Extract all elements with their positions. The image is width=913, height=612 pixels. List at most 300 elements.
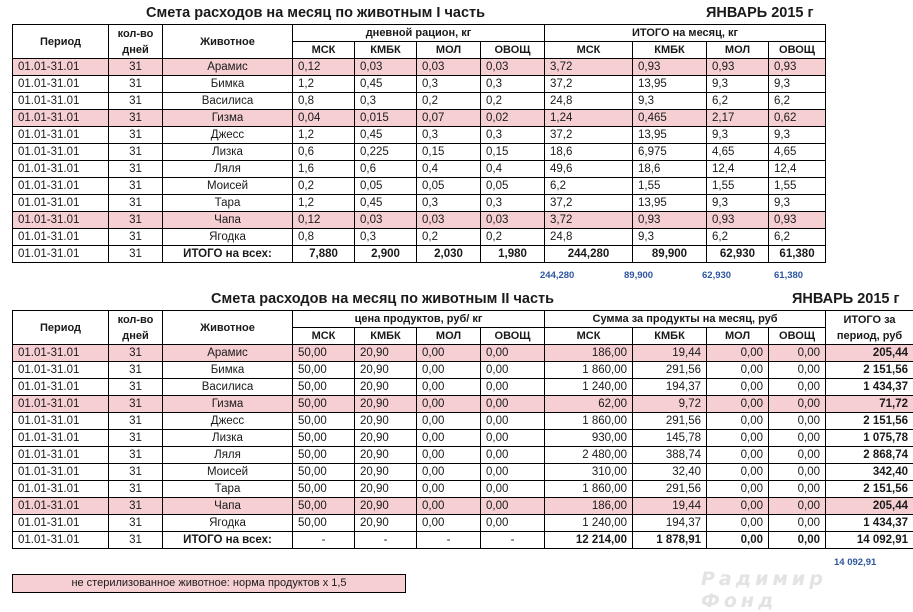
period-cell: 01.01-31.01 [13,430,109,447]
table-row [13,59,826,76]
kmbk-cell: 20,90 [355,379,417,396]
mol-cell: 0,2 [417,229,481,246]
table-row [13,93,826,110]
table-row [13,498,913,515]
animal-cell: Ляля [163,447,293,464]
mol-cell: 0,00 [417,447,481,464]
msk-cell: 50,00 [293,481,355,498]
days-cell: 31 [109,161,163,178]
days-cell: 31 [109,212,163,229]
kmbk-total-cell: 13,95 [633,195,707,212]
part2-title: Смета расходов на месяц по животным II часть [211,291,554,307]
total-label: ИТОГО на всех: [163,532,293,549]
animal-cell: Тара [163,481,293,498]
ovosch-total-cell: 9,3 [769,76,826,93]
msk-cell: 0,2 [293,178,355,195]
mol-total-cell: - [417,532,481,549]
kmbk-total-cell: 18,6 [633,161,707,178]
days-cell: 31 [109,76,163,93]
kmbk-total-cell: 13,95 [633,76,707,93]
days-header-line1: кол-во [114,312,157,328]
mol-total-cell: 9,3 [707,76,769,93]
kmbk-cell: 20,90 [355,498,417,515]
table-row [13,413,913,430]
days-cell: 31 [109,93,163,110]
animal-cell: Ягодка [163,229,293,246]
row-total-cell: 1 434,37 [826,515,913,532]
animal-cell: Ляля [163,161,293,178]
watermark-text: Радимир Фонд [701,568,913,612]
ovosch-cell: 0,15 [481,144,545,161]
legend-note: не стерилизованное животное: норма продуктов х 1,5 [12,574,406,593]
table-row [13,178,826,195]
days-cell: 31 [109,413,163,430]
ovosch-cell: 0,2 [481,229,545,246]
kmbk-total-cell: 2,900 [355,246,417,263]
msk-total-cell: 18,6 [545,144,633,161]
kmbk-cell: 20,90 [355,515,417,532]
period-total-header [826,311,913,345]
msk-total-cell: 37,2 [545,195,633,212]
period-cell: 01.01-31.01 [13,76,109,93]
ovosch-cell: 0,3 [481,127,545,144]
animal-cell: Гизма [163,396,293,413]
mol-cell: 0,2 [417,93,481,110]
days-header-line2: дней [114,42,157,58]
animal-cell: Лизка [163,430,293,447]
period-cell: 01.01-31.01 [13,447,109,464]
kmbk-total-cell: 194,37 [633,379,707,396]
msk-total-header: МСК [545,328,633,345]
price-header: цена продуктов, руб/ кг [293,311,545,328]
msk-cell: 0,04 [293,110,355,127]
period-cell: 01.01-31.01 [13,515,109,532]
total-label: ИТОГО на всех: [163,246,293,263]
grand-total-cell: 14 092,91 [826,532,913,549]
daily-ration-header: дневной рацион, кг [293,25,545,42]
mol-total-cell: 0,00 [707,379,769,396]
part1-below-msk: 244,280 [540,270,574,281]
mol-total-cell: 0,00 [707,362,769,379]
msk-cell: 0,12 [293,59,355,76]
kmbk-total-cell: 0,465 [633,110,707,127]
msk-total-cell: 1 240,00 [545,515,633,532]
ovosch-cell: 0,05 [481,178,545,195]
mol-total-cell: 0,93 [707,59,769,76]
table-row [13,229,826,246]
table-row [13,379,913,396]
period-cell: 01.01-31.01 [13,59,109,76]
mol-total-cell: 1,55 [707,178,769,195]
ovosch-total-cell: 0,00 [769,362,826,379]
mol-total-cell: 9,3 [707,195,769,212]
ovosch-total-cell: 0,00 [769,345,826,362]
period-cell: 01.01-31.01 [13,110,109,127]
period-cell: 01.01-31.01 [13,481,109,498]
msk-total-cell: 24,8 [545,93,633,110]
ovosch-cell: 0,00 [481,481,545,498]
days-cell: 31 [109,362,163,379]
kmbk-cell: 20,90 [355,447,417,464]
table-row [13,76,826,93]
mol-cell: 0,3 [417,127,481,144]
part2-month: ЯНВАРЬ 2015 г [792,291,900,307]
kmbk-header: КМБК [355,328,417,345]
row-total-cell: 2 868,74 [826,447,913,464]
ovosch-cell: 0,00 [481,447,545,464]
animal-cell: Гизма [163,110,293,127]
kmbk-total-cell: - [355,532,417,549]
msk-cell: 0,6 [293,144,355,161]
row-total-cell: 1 075,78 [826,430,913,447]
ovosch-cell: 0,00 [481,515,545,532]
ovosch-total-cell: 1,55 [769,178,826,195]
table-row [13,212,826,229]
days-cell: 31 [109,345,163,362]
kmbk-cell: 0,225 [355,144,417,161]
kmbk-total-cell: 9,72 [633,396,707,413]
kmbk-cell: 0,03 [355,59,417,76]
days-header-line2: дней [114,328,157,344]
kmbk-total-cell: 9,3 [633,229,707,246]
kmbk-total-cell: 291,56 [633,362,707,379]
ovosch-total-cell: 0,00 [769,430,826,447]
msk-cell: 50,00 [293,464,355,481]
mol-total-header: МОЛ [707,328,769,345]
kmbk-total-cell: 9,3 [633,93,707,110]
mol-cell: 0,05 [417,178,481,195]
animal-cell: Моисей [163,464,293,481]
ovosch-cell: 0,2 [481,93,545,110]
ovosch-total-cell: 1,980 [481,246,545,263]
days-cell: 31 [109,144,163,161]
animal-cell: Джесс [163,413,293,430]
mol-total-cell: 0,00 [707,481,769,498]
ovosch-total-cell: 0,00 [769,464,826,481]
animal-cell: Арамис [163,345,293,362]
table-row [13,362,913,379]
part2-below-total: 14 092,91 [834,557,876,568]
animal-cell: Василиса [163,379,293,396]
mol-total-cell: 0,00 [707,447,769,464]
days-cell: 31 [109,396,163,413]
kmbk-total-cell: 1,55 [633,178,707,195]
kmbk-cell: 0,03 [355,212,417,229]
ovosch-cell: 0,3 [481,76,545,93]
row-total-cell: 2 151,56 [826,481,913,498]
kmbk-cell: 0,45 [355,195,417,212]
ovosch-cell: 0,00 [481,413,545,430]
table-row [13,144,826,161]
part1-below-kmbk: 89,900 [624,270,653,281]
msk-total-cell: 1 240,00 [545,379,633,396]
ovosch-total-cell: 9,3 [769,195,826,212]
ovosch-cell: 0,00 [481,362,545,379]
ovosch-cell: 0,03 [481,59,545,76]
part1-below-mol: 62,930 [702,270,731,281]
table-row [13,396,913,413]
kmbk-total-total-cell: 89,900 [633,246,707,263]
kmbk-total-cell: 291,56 [633,413,707,430]
msk-cell: 50,00 [293,413,355,430]
ovosch-total-total-cell: 61,380 [769,246,826,263]
table-row [13,195,826,212]
days-header [109,25,163,59]
msk-total-cell: 1 860,00 [545,481,633,498]
msk-total-total-cell: 12 214,00 [545,532,633,549]
mol-total-cell: 0,00 [707,498,769,515]
period-cell: 01.01-31.01 [13,413,109,430]
table-row [13,481,913,498]
kmbk-cell: 0,6 [355,161,417,178]
kmbk-cell: 20,90 [355,345,417,362]
mol-total-total-cell: 0,00 [707,532,769,549]
msk-total-header: МСК [545,42,633,59]
kmbk-cell: 0,3 [355,93,417,110]
table-row [13,161,826,178]
ovosch-total-header: ОВОЩ [769,42,826,59]
period-cell: 01.01-31.01 [13,464,109,481]
msk-total-cell: 37,2 [545,76,633,93]
days-cell: 31 [109,464,163,481]
ovosch-total-cell: 0,00 [769,413,826,430]
ovosch-total-cell: 9,3 [769,127,826,144]
period-cell: 01.01-31.01 [13,362,109,379]
mol-cell: 0,3 [417,195,481,212]
animal-cell: Чапа [163,212,293,229]
days-cell: 31 [109,515,163,532]
mol-cell: 0,00 [417,498,481,515]
days-cell: 31 [109,430,163,447]
ovosch-total-cell: 0,00 [769,481,826,498]
kmbk-total-cell: 13,95 [633,127,707,144]
kmbk-cell: 20,90 [355,464,417,481]
period-header: Период [13,311,109,345]
part1-table [12,24,826,263]
mol-cell: 0,4 [417,161,481,178]
mol-cell: 0,00 [417,430,481,447]
animal-cell: Джесс [163,127,293,144]
msk-total-cell: - [293,532,355,549]
msk-header: МСК [293,328,355,345]
days-cell: 31 [109,195,163,212]
msk-cell: 1,2 [293,195,355,212]
ovosch-total-cell: 0,00 [769,379,826,396]
part2-table [12,310,913,549]
animal-cell: Бимка [163,362,293,379]
mol-total-cell: 2,17 [707,110,769,127]
msk-total-cell: 930,00 [545,430,633,447]
monthly-total-header: ИТОГО на месяц, кг [545,25,826,42]
days-cell: 31 [109,379,163,396]
row-total-cell: 71,72 [826,396,913,413]
kmbk-total-total-cell: 1 878,91 [633,532,707,549]
animal-cell: Ягодка [163,515,293,532]
kmbk-cell: 20,90 [355,413,417,430]
days-cell: 31 [109,127,163,144]
kmbk-total-cell: 32,40 [633,464,707,481]
mol-cell: 0,03 [417,59,481,76]
period-cell: 01.01-31.01 [13,396,109,413]
msk-total-cell: 6,2 [545,178,633,195]
msk-total-cell: 186,00 [545,498,633,515]
animal-cell: Моисей [163,178,293,195]
ovosch-header: ОВОЩ [481,328,545,345]
mol-cell: 0,15 [417,144,481,161]
ovosch-cell: 0,03 [481,212,545,229]
period-total-line2: период, руб [831,328,908,344]
kmbk-total-cell: 6,975 [633,144,707,161]
mol-cell: 0,03 [417,212,481,229]
days-cell: 31 [109,110,163,127]
msk-total-cell: 49,6 [545,161,633,178]
ovosch-total-total-cell: 0,00 [769,532,826,549]
msk-total-cell: 1 860,00 [545,362,633,379]
mol-total-cell: 0,00 [707,515,769,532]
mol-cell: 0,00 [417,515,481,532]
ovosch-cell: 0,00 [481,396,545,413]
animal-header: Животное [163,25,293,59]
kmbk-total-cell: 291,56 [633,481,707,498]
period-cell: 01.01-31.01 [13,144,109,161]
msk-header: МСК [293,42,355,59]
mol-cell: 0,00 [417,379,481,396]
msk-total-total-cell: 244,280 [545,246,633,263]
period-cell: 01.01-31.01 [13,229,109,246]
ovosch-total-cell: - [481,532,545,549]
period-cell: 01.01-31.01 [13,532,109,549]
table-row [13,430,913,447]
mol-total-cell: 4,65 [707,144,769,161]
kmbk-total-cell: 19,44 [633,345,707,362]
msk-total-cell: 37,2 [545,127,633,144]
ovosch-total-header: ОВОЩ [769,328,826,345]
msk-cell: 1,2 [293,127,355,144]
period-cell: 01.01-31.01 [13,127,109,144]
msk-cell: 0,12 [293,212,355,229]
row-total-cell: 205,44 [826,498,913,515]
kmbk-cell: 20,90 [355,396,417,413]
msk-cell: 1,2 [293,76,355,93]
mol-total-header: МОЛ [707,42,769,59]
ovosch-cell: 0,02 [481,110,545,127]
kmbk-total-cell: 0,93 [633,212,707,229]
period-cell: 01.01-31.01 [13,195,109,212]
msk-total-cell: 186,00 [545,345,633,362]
mol-cell: 0,00 [417,396,481,413]
kmbk-cell: 0,45 [355,76,417,93]
table-row [13,110,826,127]
period-cell: 01.01-31.01 [13,212,109,229]
mol-cell: 0,00 [417,345,481,362]
msk-total-cell: 62,00 [545,396,633,413]
ovosch-cell: 0,00 [481,430,545,447]
mol-total-total-cell: 62,930 [707,246,769,263]
ovosch-cell: 0,00 [481,379,545,396]
kmbk-cell: 20,90 [355,362,417,379]
kmbk-total-cell: 0,93 [633,59,707,76]
msk-cell: 50,00 [293,515,355,532]
ovosch-total-cell: 6,2 [769,229,826,246]
total-row [13,246,826,263]
kmbk-total-cell: 194,37 [633,515,707,532]
mol-total-cell: 9,3 [707,127,769,144]
msk-total-cell: 310,00 [545,464,633,481]
mol-cell: 0,00 [417,481,481,498]
mol-cell: 0,07 [417,110,481,127]
row-total-cell: 1 434,37 [826,379,913,396]
ovosch-cell: 0,4 [481,161,545,178]
days-cell: 31 [109,498,163,515]
period-cell: 01.01-31.01 [13,498,109,515]
mol-header: МОЛ [417,328,481,345]
kmbk-cell: 20,90 [355,481,417,498]
ovosch-total-cell: 0,00 [769,447,826,464]
period-header: Период [13,25,109,59]
mol-cell: 0,00 [417,464,481,481]
days-cell: 31 [109,178,163,195]
kmbk-total-cell: 19,44 [633,498,707,515]
msk-cell: 50,00 [293,430,355,447]
ovosch-total-cell: 0,62 [769,110,826,127]
period-cell: 01.01-31.01 [13,93,109,110]
table-row [13,127,826,144]
mol-total-cell: 6,2 [707,229,769,246]
period-cell: 01.01-31.01 [13,379,109,396]
ovosch-cell: 0,00 [481,498,545,515]
msk-total-cell: 24,8 [545,229,633,246]
mol-total-cell: 6,2 [707,93,769,110]
kmbk-total-header: КМБК [633,42,707,59]
animal-cell: Арамис [163,59,293,76]
kmbk-cell: 0,3 [355,229,417,246]
days-header [109,311,163,345]
row-total-cell: 205,44 [826,345,913,362]
period-cell: 01.01-31.01 [13,178,109,195]
days-cell: 31 [109,447,163,464]
ovosch-cell: 0,00 [481,345,545,362]
ovosch-total-cell: 0,93 [769,59,826,76]
days-cell: 31 [109,59,163,76]
ovosch-total-cell: 6,2 [769,93,826,110]
ovosch-total-cell: 12,4 [769,161,826,178]
msk-total-cell: 3,72 [545,212,633,229]
part1-title: Смета расходов на месяц по животным I часть [146,5,485,21]
animal-cell: Тара [163,195,293,212]
ovosch-total-cell: 0,00 [769,498,826,515]
ovosch-total-cell: 4,65 [769,144,826,161]
mol-cell: 0,00 [417,413,481,430]
kmbk-cell: 0,05 [355,178,417,195]
kmbk-cell: 20,90 [355,430,417,447]
msk-cell: 50,00 [293,498,355,515]
days-cell: 31 [109,229,163,246]
period-cell: 01.01-31.01 [13,246,109,263]
mol-total-cell: 2,030 [417,246,481,263]
mol-total-cell: 0,93 [707,212,769,229]
row-total-cell: 342,40 [826,464,913,481]
table-row [13,447,913,464]
row-total-cell: 2 151,56 [826,362,913,379]
mol-cell: 0,00 [417,362,481,379]
kmbk-cell: 0,45 [355,127,417,144]
kmbk-total-cell: 145,78 [633,430,707,447]
period-total-line1: ИТОГО за [831,312,908,328]
total-row [13,532,913,549]
mol-total-cell: 0,00 [707,430,769,447]
mol-total-cell: 0,00 [707,413,769,430]
animal-header: Животное [163,311,293,345]
